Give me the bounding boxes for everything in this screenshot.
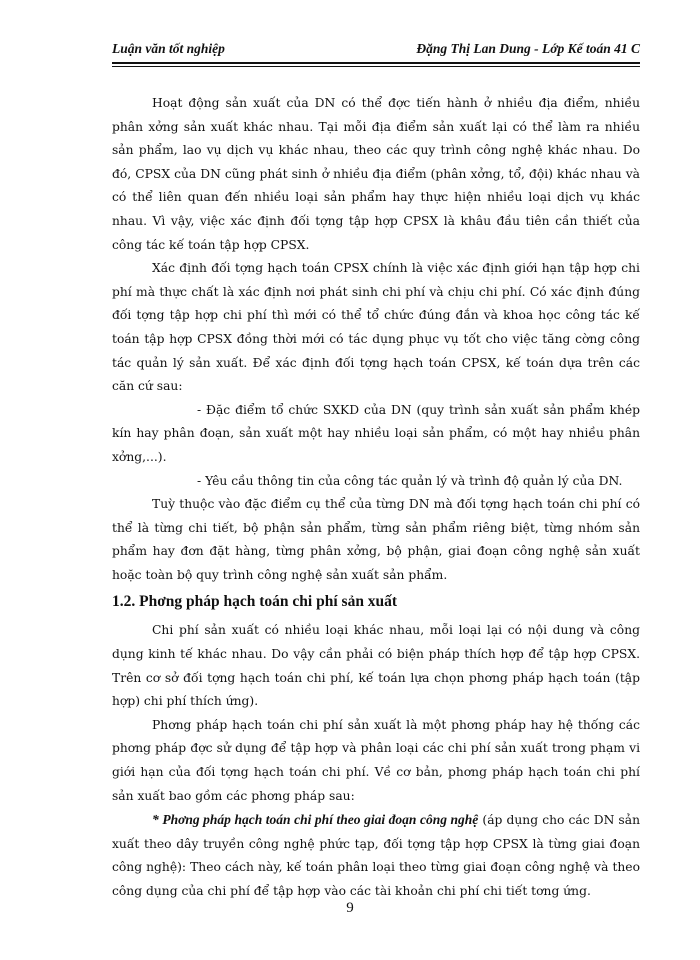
paragraph: Phơng pháp hạch toán chi phí sản xuất là một phơng pháp hay hệ thống các phơng pháp đợc sử dụng để tập hợp và phân loại các chi phí sản xuất trong phạm vi giới hạn của đối tợng hạch toán chi phí. Về cơ bản, phơng pháp hạch toán chi phí sản xuất bao gồm các phơng pháp sau: — [112, 717, 640, 803]
paragraph: Chi phí sản xuất có nhiều loại khác nhau, mỗi loại lại có nội dung và công dụng kinh tế khác nhau. Do vậy cần phải có biện pháp thích hợp để tập hợp CPSX. Trên cơ sở đối tợng hạch toán chi phí, kế toán lựa chọn phơng pháp hạch toán (tập hợp) chi phí thích ứng). — [112, 623, 640, 709]
method-title: * Phơng pháp hạch toán chi phí theo giai đoạn công nghệ — [152, 812, 479, 828]
header-rule-thin — [112, 66, 640, 67]
header-rule — [112, 62, 640, 64]
header-thesis-title: Luận văn tốt nghiệp — [112, 41, 225, 56]
paragraph: Xác định đối tợng hạch toán CPSX chính là việc xác định giới hạn tập hợp chi phí mà thực chất là xác định nơi phát sinh chi phí và chịu chi phí. Có xác định đúng đối tợng tập hợp chi phí thì mới có thể tổ chức đúng đắn và khoa học công tác kế toán tập hợp CPSX đồng thời mới có tác dụng phục vụ tốt cho việc tăng cờng công tác quản lý sản xuất. Để xác định đối tợng hạch toán CPSX, kế toán dựa trên các căn cứ sau: — [112, 261, 640, 394]
method-paragraph — [112, 808, 640, 903]
method-text: (áp dụng cho các DN sản xuất theo dây truyền công nghệ phức tạp, đối tợng tập hợp CPSX là từng giai đoạn công nghệ): Theo cách này, kế toán phân loại theo từng giai đoạn công nghệ và theo công dụng của chi phí để tập hợp vào các tài khoản chi phí chi tiết tơng ứng. — [112, 813, 640, 898]
paragraph: Hoạt động sản xuất của DN có thể đợc tiến hành ở nhiều địa điểm, nhiều phân xởng sản xuất khác nhau. Tại mỗi địa điểm sản xuất lại có thể làm ra nhiều sản phẩm, lao vụ dịch vụ khác nhau, theo các quy trình công nghệ khác nhau. Do đó, CPSX của DN cũng phát sinh ở nhiều địa điểm (phân xởng, tổ, đội) khác nhau và có thể liên quan đến nhiều loại sản phẩm hay thực hiện nhiều loại dịch vụ khác nhau. Vì vậy, việc xác định đối tợng tập hợp CPSX là khâu đầu tiên cần thiết của công tác kế toán tập hợp CPSX. — [112, 96, 640, 252]
bullet-item: - Yêu cầu thông tin của công tác quản lý và trình độ quản lý của DN. — [197, 473, 623, 488]
page-body — [112, 92, 640, 904]
bullet-item: - Đặc điểm tổ chức SXKD của DN (quy trình sản xuất sản phẩm khép kín hay phân đoạn, sản xuất một hay nhiều loại sản phẩm, có một hay nhiều phân xởng,...). — [112, 402, 640, 464]
header-author: Đặng Thị Lan Dung - Lớp Kế toán 41 C — [416, 41, 640, 56]
running-header — [112, 38, 640, 60]
page-number: 9 — [346, 900, 354, 916]
section-heading: 1.2. Phơng pháp hạch toán chi phí sản xuất — [112, 593, 398, 611]
paragraph: Tuỳ thuộc vào đặc điểm cụ thể của từng DN mà đối tợng hạch toán chi phí có thể là từng chi tiết, bộ phận sản phẩm, từng sản phẩm riêng biệt, từng nhóm sản phẩm hay đơn đặt hàng, từng phân xởng, bộ phận, giai đoạn công nghệ sản xuất hoặc toàn bộ quy trình công nghệ sản xuất sản phẩm. — [112, 497, 640, 582]
